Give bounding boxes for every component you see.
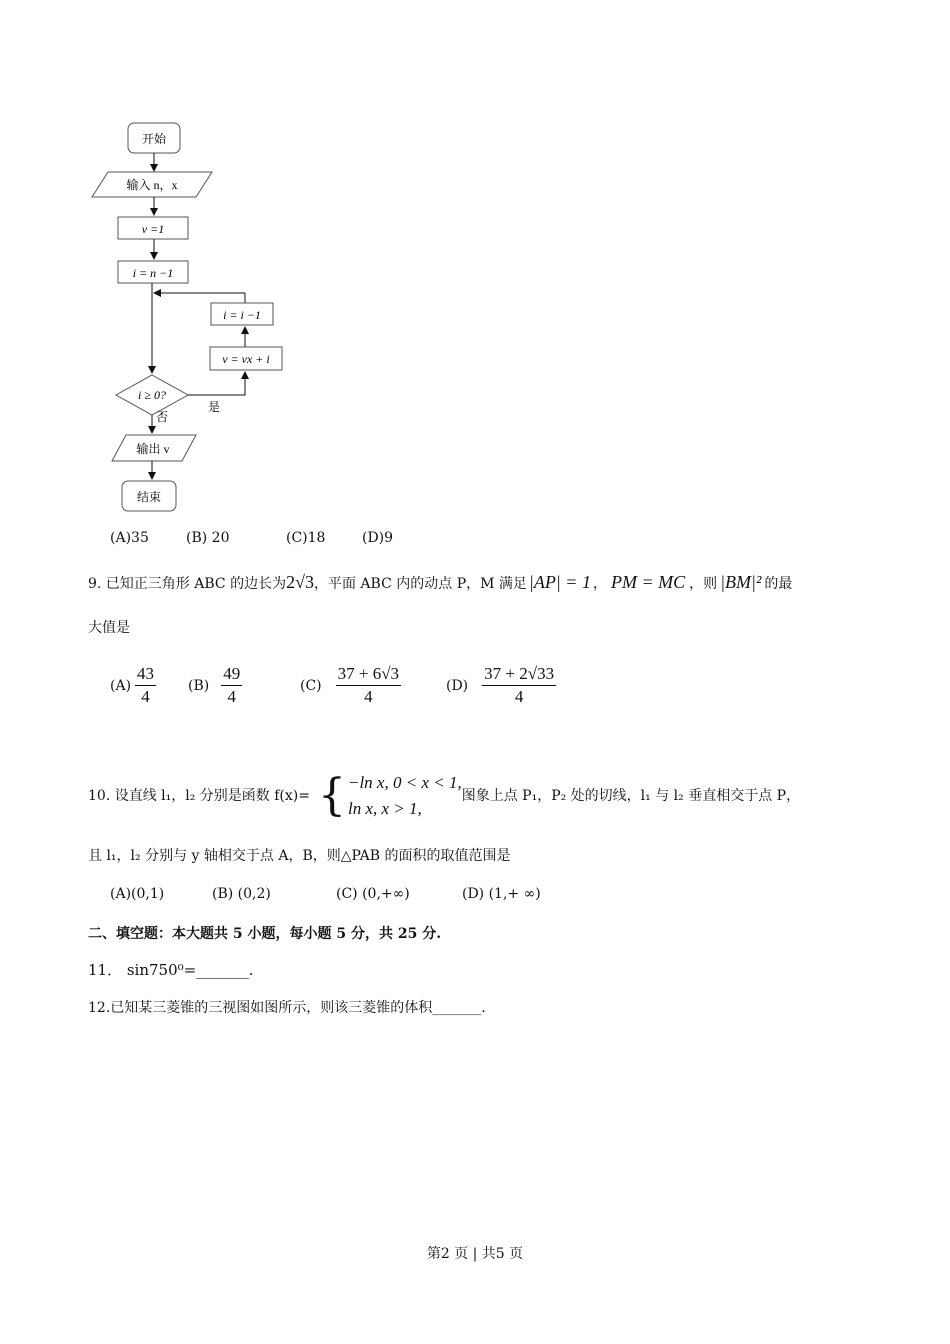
q9-option-c <box>300 663 401 708</box>
q9-cond1: |AP| = 1 <box>528 572 591 592</box>
q10-brace: { <box>317 770 346 821</box>
q9-stem-line2: 大值是 <box>88 620 130 636</box>
q10-stem-line2: 且 l₁，l₂ 分别与 y 轴相交于点 A，B，则△PAB 的面积的取值范围是 <box>88 848 511 864</box>
flow-end-text: 结束 <box>136 490 162 504</box>
q8-options <box>110 528 393 548</box>
q10-case1: −ln x, 0 < x < 1, <box>347 773 462 792</box>
q10-options <box>110 884 541 904</box>
page-footer: 第2 页 | 共5 页 <box>426 1246 524 1262</box>
flow-idec-text: i = i −1 <box>223 308 261 322</box>
flowchart <box>90 115 310 515</box>
q12: 12.已知某三菱锥的三视图如图所示，则该三菱锥的体积_______. <box>88 1000 486 1016</box>
q9-stem-b: ，平面 ABC 内的动点 P，M 满足 <box>313 576 527 592</box>
q8-option-b: (B) 20 <box>186 530 230 546</box>
q10-option-c: (C) (0,+∞) <box>336 886 410 902</box>
flow-vupdate-text: v = vx + i <box>222 352 270 366</box>
q9-option-c-den: 4 <box>364 687 373 706</box>
q8-option-d: (D)9 <box>362 530 394 546</box>
flow-yes-label: 是 <box>208 400 221 414</box>
q9-option-b-label: (B) <box>188 677 210 694</box>
q10-stem-a: 10. 设直线 l₁，l₂ 分别是函数 f(x)= <box>88 788 310 804</box>
q9-option-a-label: (A) <box>110 677 132 694</box>
q9-option-a-den: 4 <box>141 687 150 706</box>
q10-option-b: (B) (0,2) <box>212 886 271 902</box>
q10-option-d: (D) (1,+ ∞) <box>462 886 541 902</box>
q9-option-a <box>110 663 156 708</box>
q9-stem-c: ，则 <box>689 576 718 592</box>
q10-stem-b: 图象上点 P₁，P₂ 处的切线，l₁ 与 l₂ 垂直相交于点 P， <box>461 788 801 804</box>
q10-option-a: (A)(0,1) <box>110 886 165 902</box>
section2-heading: 二、填空题：本大题共 5 小题，每小题 5 分，共 25 分. <box>88 926 442 942</box>
q10-stem <box>88 770 800 822</box>
q9-option-c-num: 37 + 6√3 <box>336 663 401 686</box>
q9-option-b-den: 4 <box>227 687 236 706</box>
q9-target: |BM|² <box>720 572 762 592</box>
q9-option-b-num: 49 <box>221 663 242 686</box>
flow-start-text: 开始 <box>141 132 167 146</box>
q9-option-b <box>188 663 242 708</box>
q9-side: 2√3 <box>286 572 314 592</box>
flow-no-label: 否 <box>156 410 169 424</box>
flow-iinit-text: i = n −1 <box>132 266 174 280</box>
q9-stem-a: 9. 已知正三角形 ABC 的边长为 <box>88 576 287 592</box>
q8-option-a: (A)35 <box>110 530 149 546</box>
q8-option-c: (C)18 <box>286 530 326 546</box>
q9-cond2: PM = MC <box>610 572 686 592</box>
q11: 11． sin750⁰=_______. <box>88 961 254 979</box>
q9-option-c-label: (C) <box>300 677 322 694</box>
q9-option-d-num: 37 + 2√33 <box>482 663 556 686</box>
q9-option-a-num: 43 <box>135 663 156 686</box>
q9-option-d-label: (D) <box>446 677 469 694</box>
q9-sep: ， <box>592 576 607 592</box>
q10-case2: ln x, x > 1, <box>347 799 422 818</box>
flow-condition-text: i ≥ 0? <box>138 388 166 402</box>
q9-stem <box>88 570 792 596</box>
q9-option-d-den: 4 <box>514 687 524 706</box>
flow-vinit-text: v =1 <box>141 222 165 236</box>
q9-option-d <box>446 663 556 708</box>
flow-output-text: 输出 v <box>136 442 170 456</box>
q9-stem-d: 的最 <box>764 576 793 592</box>
flow-input-text: 输入 n，x <box>126 178 178 192</box>
